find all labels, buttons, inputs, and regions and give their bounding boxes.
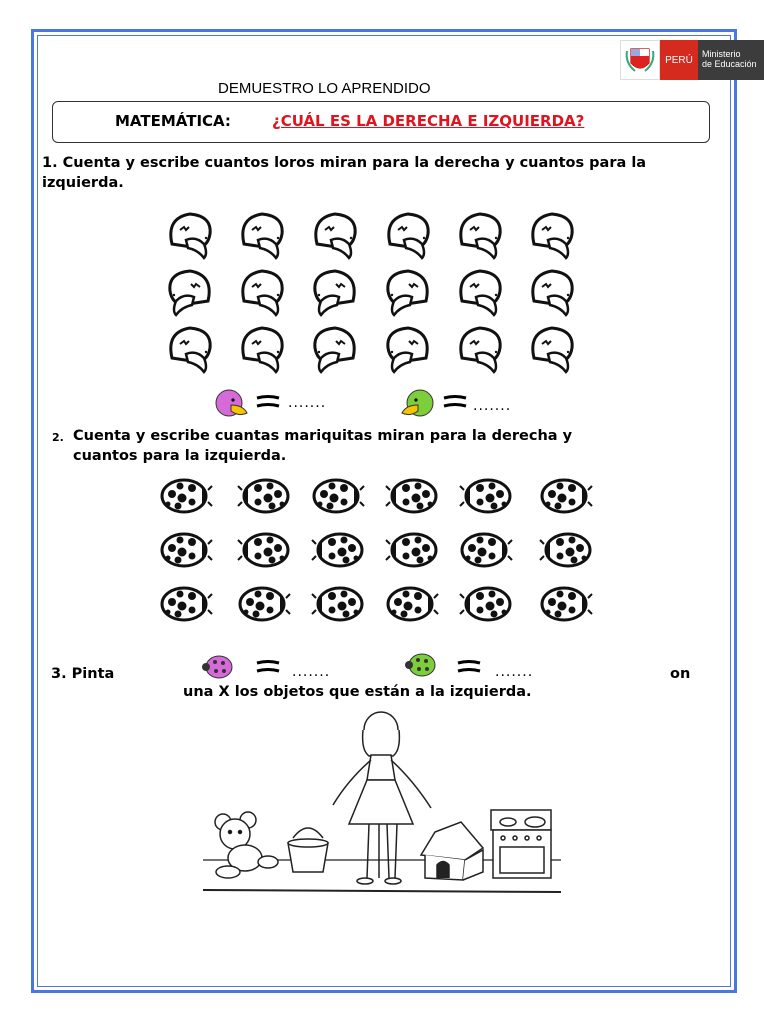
ladybug xyxy=(540,534,590,566)
ministry-line2: de Educación xyxy=(702,59,757,69)
equals-icon xyxy=(456,660,484,674)
exercise2-line1: Cuenta y escribe cuantas mariquitas miran para la derecha y xyxy=(73,428,573,444)
exercise1-line1: 1. Cuenta y escribe cuantos loros miran para la derecha y cuantos para la xyxy=(42,155,647,171)
ministry-line1: Ministerio xyxy=(702,49,741,59)
peru-label: PERÚ xyxy=(660,40,698,80)
ladybug xyxy=(312,588,362,620)
ladybug xyxy=(462,534,512,566)
teddy-bear-icon[interactable] xyxy=(215,812,278,878)
scene-illustration xyxy=(203,710,563,900)
ladybug xyxy=(386,480,436,512)
equals-icon xyxy=(255,660,283,674)
toy-stove-icon[interactable] xyxy=(491,810,551,878)
ladybug xyxy=(162,480,212,512)
exercise3-text-start: 3. Pinta xyxy=(51,666,115,682)
exercise2-number: 2. xyxy=(52,431,64,444)
subject-label: MATEMÁTICA: xyxy=(115,112,231,130)
ladybug xyxy=(238,480,288,512)
exercise3-line2: una X los objetos que están a la izquierda. xyxy=(183,684,532,700)
ladybug xyxy=(162,534,212,566)
exercise3-text-end: on xyxy=(670,666,691,682)
ladybug xyxy=(162,588,212,620)
ladybug-green-icon xyxy=(403,651,439,681)
ladybug xyxy=(460,480,510,512)
ladybug xyxy=(314,480,364,512)
ladybug xyxy=(238,534,288,566)
ladybug xyxy=(388,588,438,620)
ladybug xyxy=(240,588,290,620)
ladybug xyxy=(312,534,362,566)
ladybug-purple-icon xyxy=(200,653,236,683)
answer-parrot-right[interactable]: ....... xyxy=(288,395,327,411)
answer-ladybug-left[interactable]: ....... xyxy=(495,664,534,680)
bucket-icon[interactable] xyxy=(288,828,328,872)
floor-line xyxy=(203,890,561,892)
subject-question: ¿CUÁL ES LA DERECHA E IZQUIERDA? xyxy=(272,112,585,130)
page-title: DEMUESTRO LO APRENDIDO xyxy=(218,80,431,97)
girl-icon[interactable] xyxy=(333,712,431,884)
ladybug xyxy=(542,588,592,620)
ladybug xyxy=(386,534,436,566)
ladybug xyxy=(542,480,592,512)
doghouse-icon[interactable] xyxy=(421,822,483,880)
ladybug xyxy=(460,588,510,620)
answer-ladybug-right[interactable]: ....... xyxy=(292,664,331,680)
answer-parrot-left[interactable]: ....... xyxy=(473,398,512,414)
exercise2-line2: cuantos para la izquierda. xyxy=(73,448,287,464)
exercise1-line2: izquierda. xyxy=(42,175,124,191)
